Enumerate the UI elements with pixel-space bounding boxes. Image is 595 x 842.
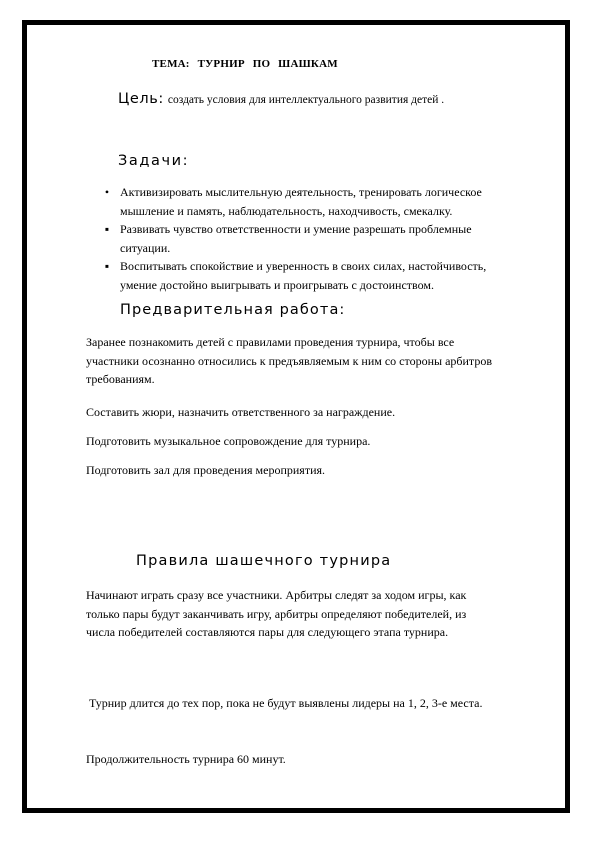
text-line: только пары будут заканчивать игру, арбитры определяют победителей, из <box>86 606 467 621</box>
task-item <box>100 257 550 294</box>
preparation-paragraph <box>86 333 556 389</box>
goal-line <box>118 90 444 108</box>
tasks-list <box>100 183 550 294</box>
text-line: Начинают играть сразу все участники. Арбитры следят за ходом игры, как <box>86 588 467 602</box>
rules-paragraph <box>86 657 556 787</box>
preparation-paragraph <box>86 432 556 451</box>
task-line: Развивать чувство ответственности и умение разрешать проблемные <box>120 222 472 236</box>
rules-paragraph <box>86 586 556 642</box>
goal-label: Цель: <box>118 91 164 107</box>
document-theme: ТЕМА: ТУРНИР ПО ШАШКАМ <box>152 58 338 70</box>
preparation-paragraph <box>86 461 556 480</box>
task-line: умение достойно выигрывать и проигрывать с достоинством. <box>120 277 434 292</box>
text-line: требованиям. <box>86 372 155 386</box>
text-line: Продолжительность турнира 60 минут. <box>86 751 286 766</box>
text-line: числа победителей составляются пары для следующего этапа турнира. <box>86 625 449 639</box>
text-line: участники осознанно относились к предъявляемым к ним со стороны арбитров <box>86 353 492 368</box>
preparation-paragraph <box>86 403 556 422</box>
preparation-heading: Предварительная работа: <box>120 302 346 318</box>
rules-heading: Правила шашечного турнира <box>136 553 392 569</box>
task-line: мышление и память, наблюдательность, находчивость, смекалку. <box>120 203 453 218</box>
task-line: Воспитывать спокойствие и уверенность в своих силах, настойчивость, <box>120 259 487 273</box>
bullet-square-icon: ▪ <box>104 259 110 273</box>
bullet-dot-icon: • <box>104 185 110 199</box>
goal-text: создать условия для интеллектуального развития детей . <box>167 94 445 106</box>
text-line: Подготовить музыкальное сопровождение для турнира. <box>86 434 371 448</box>
text-line: Турнир длится до тех пор, пока не будут выявлены лидеры на 1, 2, 3-е места. <box>86 696 483 710</box>
task-item <box>100 220 550 257</box>
task-line: Активизировать мыслительную деятельность, тренировать логическое <box>120 185 482 199</box>
tasks-heading: Задачи: <box>118 153 190 169</box>
text-line: Заранее познакомить детей с правилами проведения турнира, чтобы все <box>86 335 455 349</box>
text-line: Подготовить зал для проведения мероприятия. <box>86 463 326 477</box>
bullet-square-icon: ▪ <box>104 222 110 236</box>
text-line: Составить жюри, назначить ответственного за награждение. <box>86 405 396 419</box>
task-item <box>100 183 550 220</box>
task-line: ситуации. <box>120 240 171 255</box>
